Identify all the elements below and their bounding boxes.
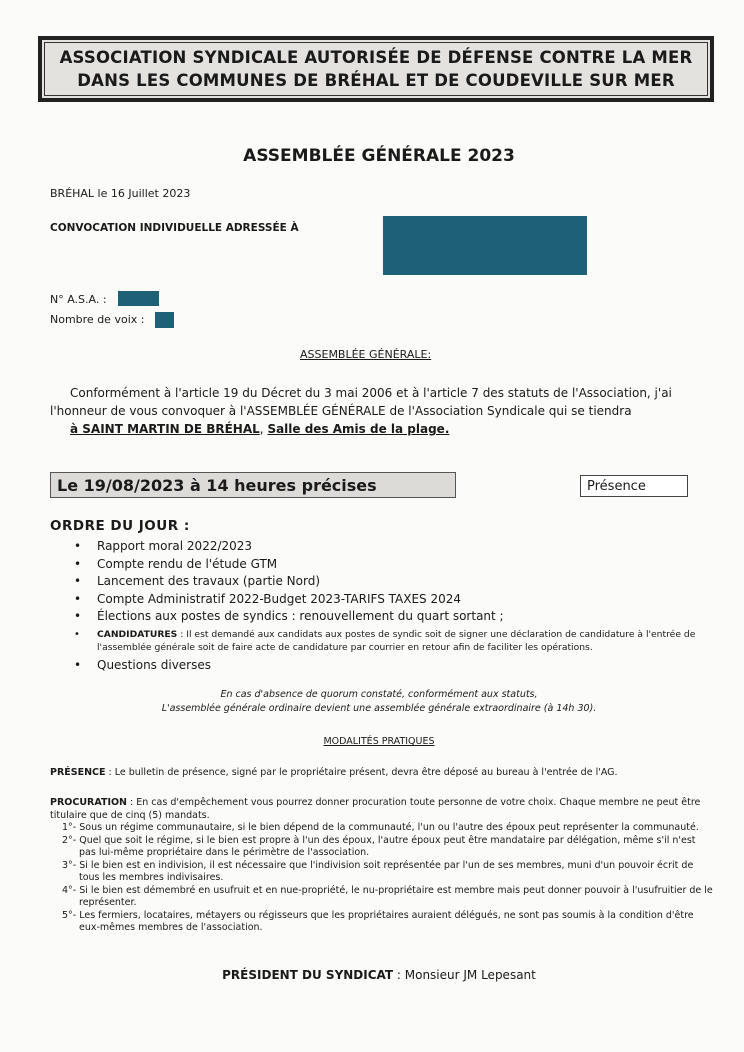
header-line-1: ASSOCIATION SYNDICALE AUTORISÉE DE DÉFENSE CONTRE LA MER	[59, 48, 693, 67]
candidatures-text: : Il est demandé aux candidats aux postes de syndic soit de signer une déclaration de candidature à l'entrée de l'assemblée générale soit de faire acte de candidature par courrier en retour afin de faciliter les opérations.	[97, 628, 696, 653]
procuration-item: 3°- Si le bien est en indivision, il est nécessaire que l'indivision soit représentée par l'un de ses membres, muni d'un pouvoir écrit de tous les membres indivisaires.	[62, 859, 694, 883]
quorum-line-2: L'assemblée générale ordinaire devient une assemblée générale extraordinaire (à 14h 30).	[161, 703, 597, 714]
meeting-room: Salle des Amis de la plage.	[267, 422, 450, 436]
agenda-list	[74, 538, 714, 674]
voix-label: Nombre de voix :	[50, 313, 145, 326]
redacted-voix	[155, 312, 174, 328]
presence-paragraph	[50, 766, 714, 779]
procuration-item: 4°- Si le bien est démembré en usufruit et en nue-propriété, le nu-propriétaire est membre mais peut donner pouvoir à l'usufruitier de le représenter.	[62, 884, 713, 908]
modalites-title: MODALITÉS PRATIQUES	[323, 736, 435, 747]
president-label: PRÉSIDENT DU SYNDICAT	[222, 968, 394, 982]
meeting-place: à SAINT MARTIN DE BRÉHAL	[70, 422, 260, 436]
meeting-sep: ,	[259, 422, 264, 436]
procuration-item: 2°- Quel que soit le régime, si le bien est propre à l'un des époux, l'autre époux peut être mandataire par délégation, même s'il n'est pas lui-même propriétaire dans le périmètre de l'association.	[62, 834, 696, 858]
agenda-item: • Élections aux postes de syndics : renouvellement du quart sortant ;	[74, 608, 714, 626]
header-box	[38, 36, 714, 102]
ordre-du-jour-title: ORDRE DU JOUR :	[50, 518, 190, 534]
convocation-paragraph	[50, 384, 714, 438]
president-line	[0, 968, 744, 982]
quorum-line-1: En cas d'absence de quorum constaté, conformément aux statuts,	[220, 689, 538, 700]
president-name: : Monsieur JM Lepesant	[393, 968, 536, 982]
section-title: ASSEMBLÉE GÉNÉRALE:	[300, 348, 432, 361]
presence-label: PRÉSENCE	[50, 767, 106, 778]
procuration-label: PROCURATION	[50, 797, 128, 808]
date-line: BRÉHAL le 16 Juillet 2023	[50, 187, 191, 200]
procuration-intro	[50, 796, 714, 822]
procuration-text: : En cas d'empêchement vous pourrez donner procuration toute personne de votre choix. Chaque membre ne peut être titulaire que de cinq (5) mandats.	[50, 797, 701, 821]
procuration-section	[50, 796, 714, 935]
candidatures-label: CANDIDATURES	[97, 628, 178, 640]
asa-label: N° A.S.A. :	[50, 293, 107, 306]
paragraph-text: Conformément à l'article 19 du Décret du 3 mai 2006 et à l'article 7 des statuts de l'Association, j'ai l'honneur de vous convoquer à l'ASSEMBLÉE GÉNÉRALE de l'Association Syndicale qui se tiendra	[50, 386, 672, 418]
agenda-item: • Questions diverses	[74, 657, 714, 675]
procuration-item: 1°- Sous un régime communautaire, si le bien dépend de la communauté, l'un ou l'autre des époux peut représenter la communauté.	[62, 822, 699, 833]
page-title: ASSEMBLÉE GÉNÉRALE 2023	[243, 146, 515, 166]
agenda-item: • Lancement des travaux (partie Nord)	[74, 573, 714, 591]
header-line-2: DANS LES COMMUNES DE BRÉHAL ET DE COUDEVILLE SUR MER	[77, 71, 675, 90]
procuration-item: 5°- Les fermiers, locataires, métayers ou régisseurs que les propriétaires auraient délégués, ne sont pas soumis à la condition d'être eux-mêmes membres de l'association.	[62, 909, 694, 933]
presence-text: : Le bulletin de présence, signé par le propriétaire présent, devra être déposé au bureau à l'entrée de l'AG.	[105, 767, 618, 778]
quorum-note	[0, 688, 744, 716]
redacted-asa-number	[118, 291, 159, 306]
agenda-item: • Compte Administratif 2022-Budget 2023-TARIFS TAXES 2024	[74, 591, 714, 609]
presence-box: Présence	[580, 475, 688, 497]
meeting-date-box: Le 19/08/2023 à 14 heures précises	[50, 472, 456, 498]
agenda-item-candidatures	[74, 626, 714, 657]
agenda-item: • Rapport moral 2022/2023	[74, 538, 714, 556]
redacted-address	[383, 216, 587, 275]
agenda-item: • Compte rendu de l'étude GTM	[74, 556, 714, 574]
convocation-label: CONVOCATION INDIVIDUELLE ADRESSÉE À	[50, 222, 299, 234]
